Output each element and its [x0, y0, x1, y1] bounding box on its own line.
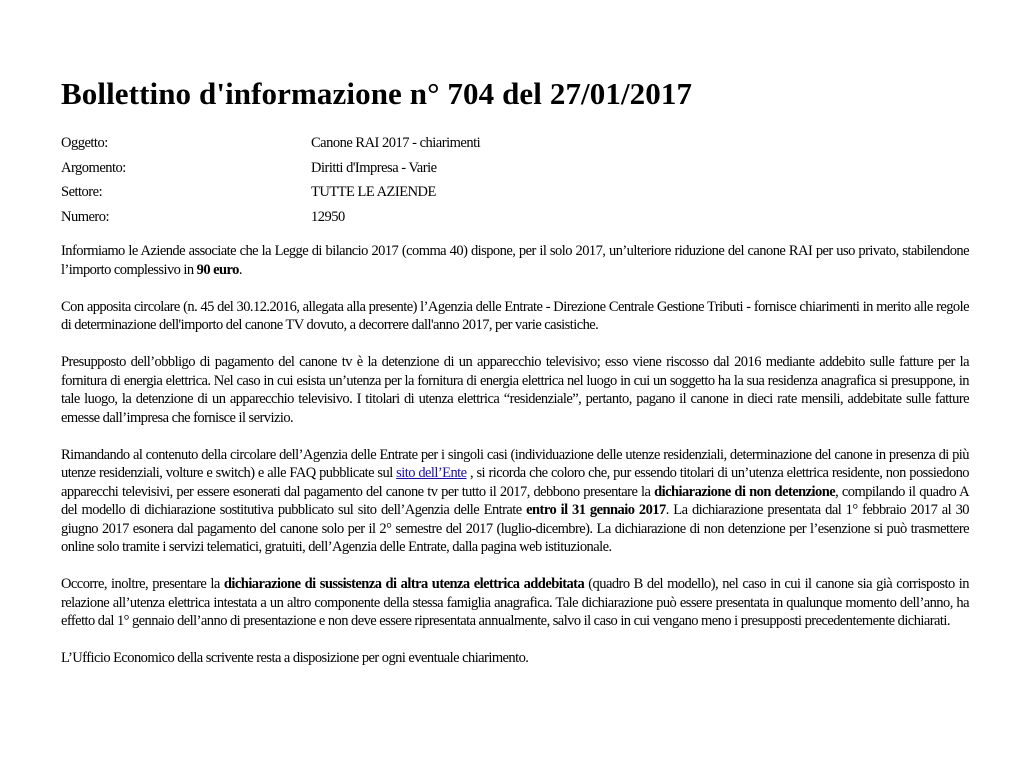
bold-text: entro il 31 gennaio 2017 [526, 502, 666, 518]
meta-label: Settore: [61, 184, 103, 200]
paragraph-dichiarazione-non-detenzione [61, 446, 969, 557]
text: , si ricorda che coloro che, pur essendo titolari di un’utenza elettrica residente, non possiedono apparecchi televisivi, per essere esonerati dal pagamento del canone tv per tutto il 2017, debbono presentare la [61, 465, 969, 500]
meta-value: Diritti d'Impresa - Varie [311, 159, 437, 176]
paragraph-circolare [61, 298, 969, 335]
text: Presupposto dell’obbligo di pagamento del canone tv è la detenzione di un apparecchio televisivo; esso viene riscosso dal 2016 mediante addebito sulle fatture per la fornitura di energia elettrica. Nel caso in cui esista un’utenza per la fornitura di energia elettrica nel luogo in cui un soggetto ha la sua residenza anagrafica si presuppone, in tale luogo, la detenzione di un apparecchio televisivo. I titolari di utenza elettrica “residenziale”, pertanto, pagano il canone in dieci rate mensili, addebitate sulle fatture emesse dall’impresa che fornisce il servizio. [61, 354, 969, 426]
text: , compilando il quadro A del modello di dichiarazione sostitutiva pubblicato sul sito dell’Agenzia delle Entrate [61, 483, 969, 518]
paragraph-intro [61, 242, 969, 279]
paragraph-closing [61, 649, 969, 668]
bold-text: 90 euro [196, 261, 239, 278]
meta-value: 12950 [311, 208, 345, 225]
meta-label: Argomento: [61, 159, 126, 176]
text: . La dichiarazione presentata dal 1° febbraio 2017 al 30 giugno 2017 esonera dal pagamento del canone solo per il 2° semestre del 2017 (luglio-dicembre). La dichiarazione di non detenzione per l’esenzione si può trasmettere online solo tramite i servizi telematici, gratuiti, dell’Agenzia delle Entrate, dalla pagina web istituzionale. [61, 502, 969, 555]
text: Informiamo le Aziende associate che la Legge di bilancio 2017 (comma 40) dispone, per il solo 2017, un’ulteriore riduzione del canone RAI per uso privato, stabilendone l’importo complessivo in [61, 243, 969, 278]
text: Occorre, inoltre, presentare la [61, 576, 224, 592]
paragraph-presupposto [61, 353, 969, 427]
bold-text: dichiarazione di sussistenza di altra utenza elettrica addebitata [223, 576, 585, 592]
meta-value: TUTTE LE AZIENDE [311, 184, 436, 200]
meta-row-numero [61, 205, 969, 230]
page-title: Bollettino d'informazione n° 704 del 27/01/2017 [61, 76, 693, 111]
document [61, 74, 969, 686]
text: L’Ufficio Economico della scrivente resta a disposizione per ogni eventuale chiarimento. [61, 650, 529, 666]
meta-row-oggetto [61, 131, 969, 156]
meta-value: Canone RAI 2017 - chiarimenti [311, 135, 481, 151]
metadata-table [61, 131, 969, 229]
meta-label: Oggetto: [61, 135, 108, 151]
meta-row-argomento [61, 156, 969, 181]
link-sito-ente[interactable]: sito dell’Ente [396, 465, 467, 481]
paragraph-dichiarazione-sussistenza [61, 575, 969, 631]
text: Rimandando al contenuto della circolare dell’Agenzia delle Entrate per i singoli casi (individuazione delle utenze residenziali, determinazione del canone in presenza di più utenze residenziali, volture e switch) e alle FAQ pubblicate sul [61, 446, 969, 481]
meta-row-settore [61, 180, 969, 205]
text: . [238, 261, 242, 278]
meta-label: Numero: [61, 208, 110, 225]
bold-text: dichiarazione di non detenzione [654, 483, 836, 500]
text: (quadro B del modello), nel caso in cui il canone sia già corrisposto in relazione all’utenza elettrica intestata a un altro componente della stessa famiglia anagrafica. Tale dichiarazione può essere presentata in qualunque momento dell’anno, ha effetto dal 1° gennaio dell’anno di presentazione e non deve essere ripresentata annualmente, salvo il caso in cui vengano meno i presupposti precedentemente dichiarati. [61, 576, 969, 629]
text: Con apposita circolare (n. 45 del 30.12.2016, allegata alla presente) l’Agenzia delle Entrate - Direzione Centrale Gestione Tributi - fornisce chiarimenti in merito alle regole di determinazione dell'importo del canone TV dovuto, a decorrere dall'anno 2017, per varie casistiche. [61, 298, 969, 333]
